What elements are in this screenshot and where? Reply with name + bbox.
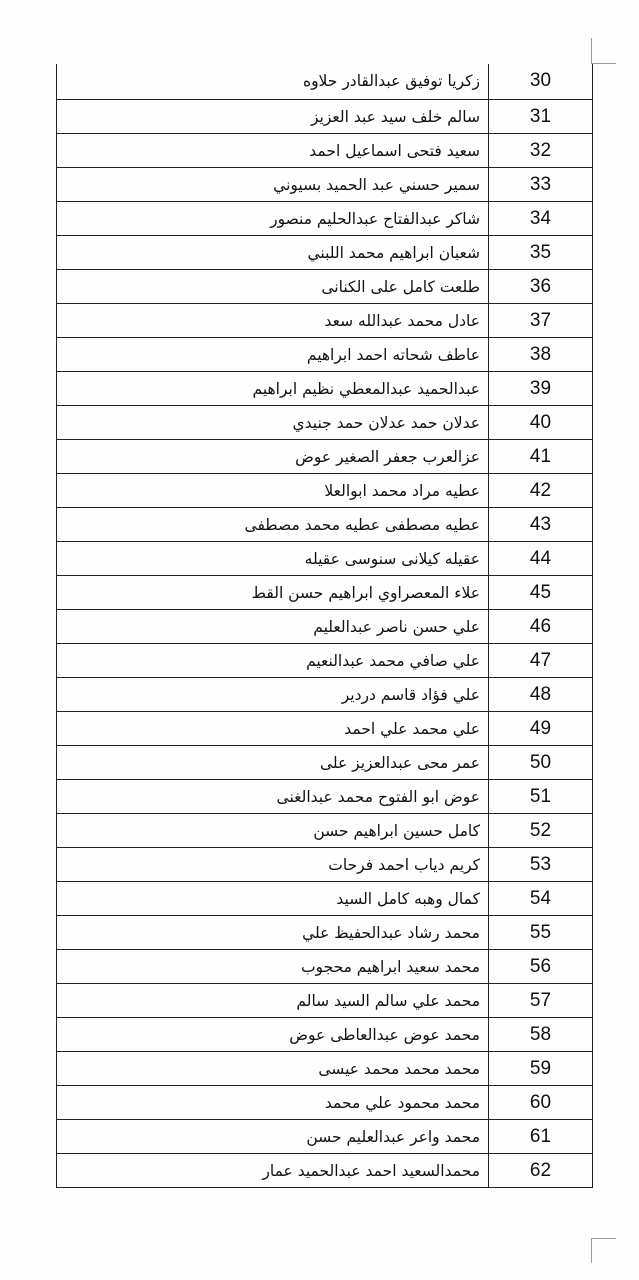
number-cell: 51 bbox=[529, 786, 552, 807]
number-cell: 33 bbox=[529, 174, 552, 195]
table-row bbox=[57, 847, 592, 881]
name-cell: عقيله كيلانى سنوسى عقيله bbox=[57, 542, 489, 575]
name-cell: عاطف شحاته احمد ابراهيم bbox=[57, 338, 489, 371]
table-row bbox=[57, 235, 592, 269]
number-cell: 62 bbox=[529, 1160, 552, 1181]
table-row bbox=[57, 745, 592, 779]
name-cell: زكريا توفيق عبدالقادر حلاوه bbox=[57, 64, 489, 99]
name-cell: محمد محمود علي محمد bbox=[57, 1086, 489, 1119]
name-cell: عادل محمد عبدالله سعد bbox=[57, 304, 489, 337]
table-row bbox=[57, 915, 592, 949]
table-row bbox=[57, 779, 592, 813]
name-cell: سمير حسني عبد الحميد بسيوني bbox=[57, 168, 489, 201]
number-cell: 30 bbox=[529, 70, 552, 91]
number-cell: 45 bbox=[529, 582, 552, 603]
number-cell: 43 bbox=[529, 514, 552, 535]
number-cell: 58 bbox=[529, 1024, 552, 1045]
number-cell: 44 bbox=[529, 548, 552, 569]
name-cell: علاء المعصراوي ابراهيم حسن القط bbox=[57, 576, 489, 609]
number-cell: 56 bbox=[529, 956, 552, 977]
table-row bbox=[57, 711, 592, 745]
number-cell: 38 bbox=[529, 344, 552, 365]
table-row bbox=[57, 813, 592, 847]
number-cell: 47 bbox=[529, 650, 552, 671]
number-cell: 46 bbox=[529, 616, 552, 637]
table-row bbox=[57, 677, 592, 711]
table-row bbox=[57, 949, 592, 983]
number-cell: 61 bbox=[529, 1126, 552, 1147]
table-row bbox=[57, 473, 592, 507]
number-cell: 39 bbox=[529, 378, 552, 399]
name-cell: عطيه مصطفى عطيه محمد مصطفى bbox=[57, 508, 489, 541]
name-cell: عزالعرب جعفر الصغير عوض bbox=[57, 440, 489, 473]
number-cell: 36 bbox=[529, 276, 552, 297]
number-cell: 55 bbox=[529, 922, 552, 943]
name-cell: محمد سعيد ابراهيم محجوب bbox=[57, 950, 489, 983]
table-row bbox=[57, 881, 592, 915]
number-cell: 59 bbox=[529, 1058, 552, 1079]
number-cell: 34 bbox=[529, 208, 552, 229]
table-row bbox=[57, 575, 592, 609]
table-row bbox=[57, 439, 592, 473]
number-cell: 54 bbox=[529, 888, 552, 909]
table-row bbox=[57, 983, 592, 1017]
name-cell: طلعت كامل على الكنانى bbox=[57, 270, 489, 303]
table-row bbox=[57, 1153, 592, 1187]
name-cell: شعبان ابراهيم محمد اللبني bbox=[57, 236, 489, 269]
name-cell: محمدالسعيد احمد عبدالحميد عمار bbox=[57, 1154, 489, 1187]
table-row bbox=[57, 1119, 592, 1153]
table-row bbox=[57, 167, 592, 201]
number-cell: 53 bbox=[529, 854, 552, 875]
name-cell: كريم دياب احمد فرحات bbox=[57, 848, 489, 881]
crop-mark-top bbox=[591, 38, 616, 64]
table-row bbox=[57, 609, 592, 643]
table-row bbox=[57, 643, 592, 677]
table-row bbox=[57, 201, 592, 235]
number-cell: 52 bbox=[529, 820, 552, 841]
table-row bbox=[57, 507, 592, 541]
number-cell: 37 bbox=[529, 310, 552, 331]
table-row bbox=[57, 99, 592, 133]
table-row bbox=[57, 371, 592, 405]
table-row bbox=[57, 1051, 592, 1085]
name-cell: سالم خلف سيد عبد العزيز bbox=[57, 100, 489, 133]
name-cell: عمر محى عبدالعزيز على bbox=[57, 746, 489, 779]
crop-mark-bottom bbox=[591, 1238, 616, 1263]
name-cell: محمد واعر عبدالعليم حسن bbox=[57, 1120, 489, 1153]
number-cell: 35 bbox=[529, 242, 552, 263]
name-cell: علي صافي محمد عبدالنعيم bbox=[57, 644, 489, 677]
name-cell: علي محمد علي احمد bbox=[57, 712, 489, 745]
name-cell: شاكر عبدالفتاح عبدالحليم منصور bbox=[57, 202, 489, 235]
table-row bbox=[57, 269, 592, 303]
number-cell: 40 bbox=[529, 412, 552, 433]
number-cell: 60 bbox=[529, 1092, 552, 1113]
table-row bbox=[57, 541, 592, 575]
name-cell: عدلان حمد عدلان حمد جنيدي bbox=[57, 406, 489, 439]
name-cell: محمد علي سالم السيد سالم bbox=[57, 984, 489, 1017]
number-cell: 50 bbox=[529, 752, 552, 773]
number-cell: 42 bbox=[529, 480, 552, 501]
names-table bbox=[56, 64, 593, 1188]
table-row bbox=[57, 1017, 592, 1051]
table-row bbox=[57, 405, 592, 439]
table-row bbox=[57, 1085, 592, 1119]
name-cell: عوض ابو الفتوح محمد عبدالغنى bbox=[57, 780, 489, 813]
number-cell: 48 bbox=[529, 684, 552, 705]
number-cell: 49 bbox=[529, 718, 552, 739]
name-cell: كامل حسين ابراهيم حسن bbox=[57, 814, 489, 847]
name-cell: محمد محمد محمد عيسى bbox=[57, 1052, 489, 1085]
table-row bbox=[57, 337, 592, 371]
name-cell: محمد رشاد عبدالحفيظ علي bbox=[57, 916, 489, 949]
number-cell: 31 bbox=[529, 106, 552, 127]
table-row bbox=[57, 303, 592, 337]
number-cell: 57 bbox=[529, 990, 552, 1011]
name-cell: علي حسن ناصر عبدالعليم bbox=[57, 610, 489, 643]
table-row bbox=[57, 64, 592, 99]
name-cell: محمد عوض عبدالعاطى عوض bbox=[57, 1018, 489, 1051]
name-cell: سعيد فتحى اسماعيل احمد bbox=[57, 134, 489, 167]
name-cell: علي فؤاد قاسم دردير bbox=[57, 678, 489, 711]
table-row bbox=[57, 133, 592, 167]
name-cell: عطيه مراد محمد ابوالعلا bbox=[57, 474, 489, 507]
name-cell: كمال وهبه كامل السيد bbox=[57, 882, 489, 915]
name-cell: عبدالحميد عبدالمعطي نظيم ابراهيم bbox=[57, 372, 489, 405]
number-cell: 32 bbox=[529, 140, 552, 161]
number-cell: 41 bbox=[529, 446, 552, 467]
